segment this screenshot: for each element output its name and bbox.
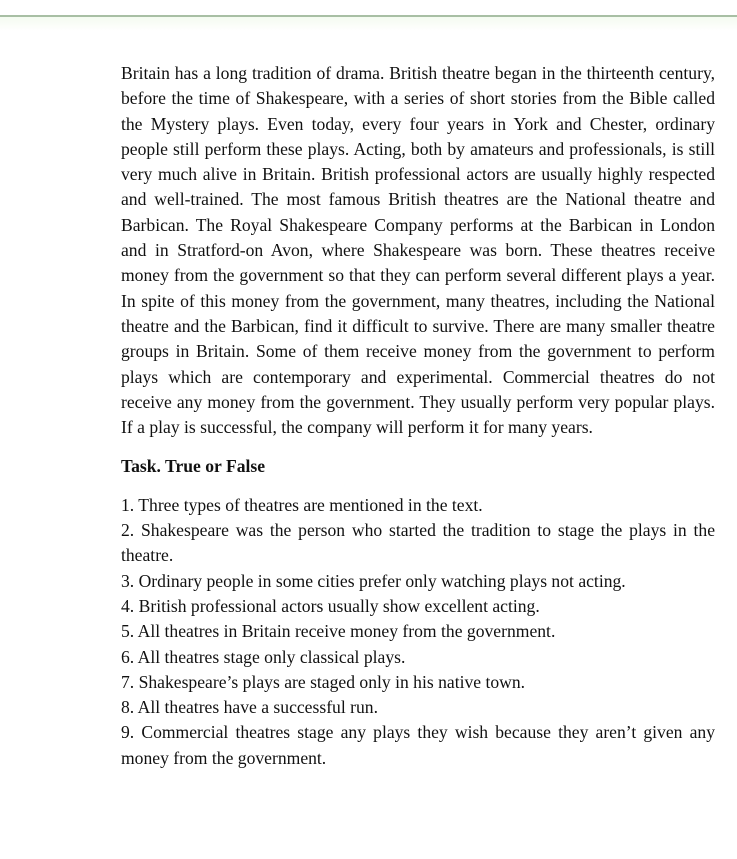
question-list (121, 493, 715, 771)
question-item: 5. All theatres in Britain receive money from the government. (121, 621, 556, 642)
document-body (121, 61, 715, 771)
question-item: 3. Ordinary people in some cities prefer only watching plays not acting. (121, 570, 626, 591)
question-item: 1. Three types of theatres are mentioned in the text. (121, 494, 483, 515)
question-item: 4. British professional actors usually show excellent acting. (121, 595, 540, 616)
task-title: Task. True or False (121, 456, 266, 477)
question-item: 2. Shakespeare was the person who started the tradition to stage the plays in the theatre. (121, 520, 715, 566)
question-item: 8. All theatres have a successful run. (121, 697, 378, 718)
question-item: 6. All theatres stage only classical plays. (121, 646, 406, 667)
question-item: 9. Commercial theatres stage any plays they wish because they aren’t given any money from the government. (121, 722, 715, 768)
reading-passage: Britain has a long tradition of drama. British theatre began in the thirteenth century, before the time of Shakespeare, with a series of short stories from the Bible called the Mystery plays. Even today, every four years in York and Chester, ordinary people still perform these plays. Acting, both by amateurs and professionals, is still very much alive in Britain. British professional actors are usually highly respected and well-trained. The most famous British theatres are the National theatre and Barbican. The Royal Shakespeare Company performs at the Barbican in London and in Stratford-on Avon, where Shakespeare was born. These theatres receive money from the government so that they can perform several different plays a year. In spite of this money from the government, many theatres, including the National theatre and the Barbican, find it difficult to survive. There are many smaller theatre groups in Britain. Some of them receive money from the government to perform plays which are contemporary and experimental. Commercial theatres do not receive any money from the government. They usually perform very popular plays. If a play is successful, the company will perform it for many years. (121, 63, 715, 438)
header-shadow (0, 17, 737, 31)
question-item: 7. Shakespeare’s plays are staged only in his native town. (121, 671, 526, 692)
